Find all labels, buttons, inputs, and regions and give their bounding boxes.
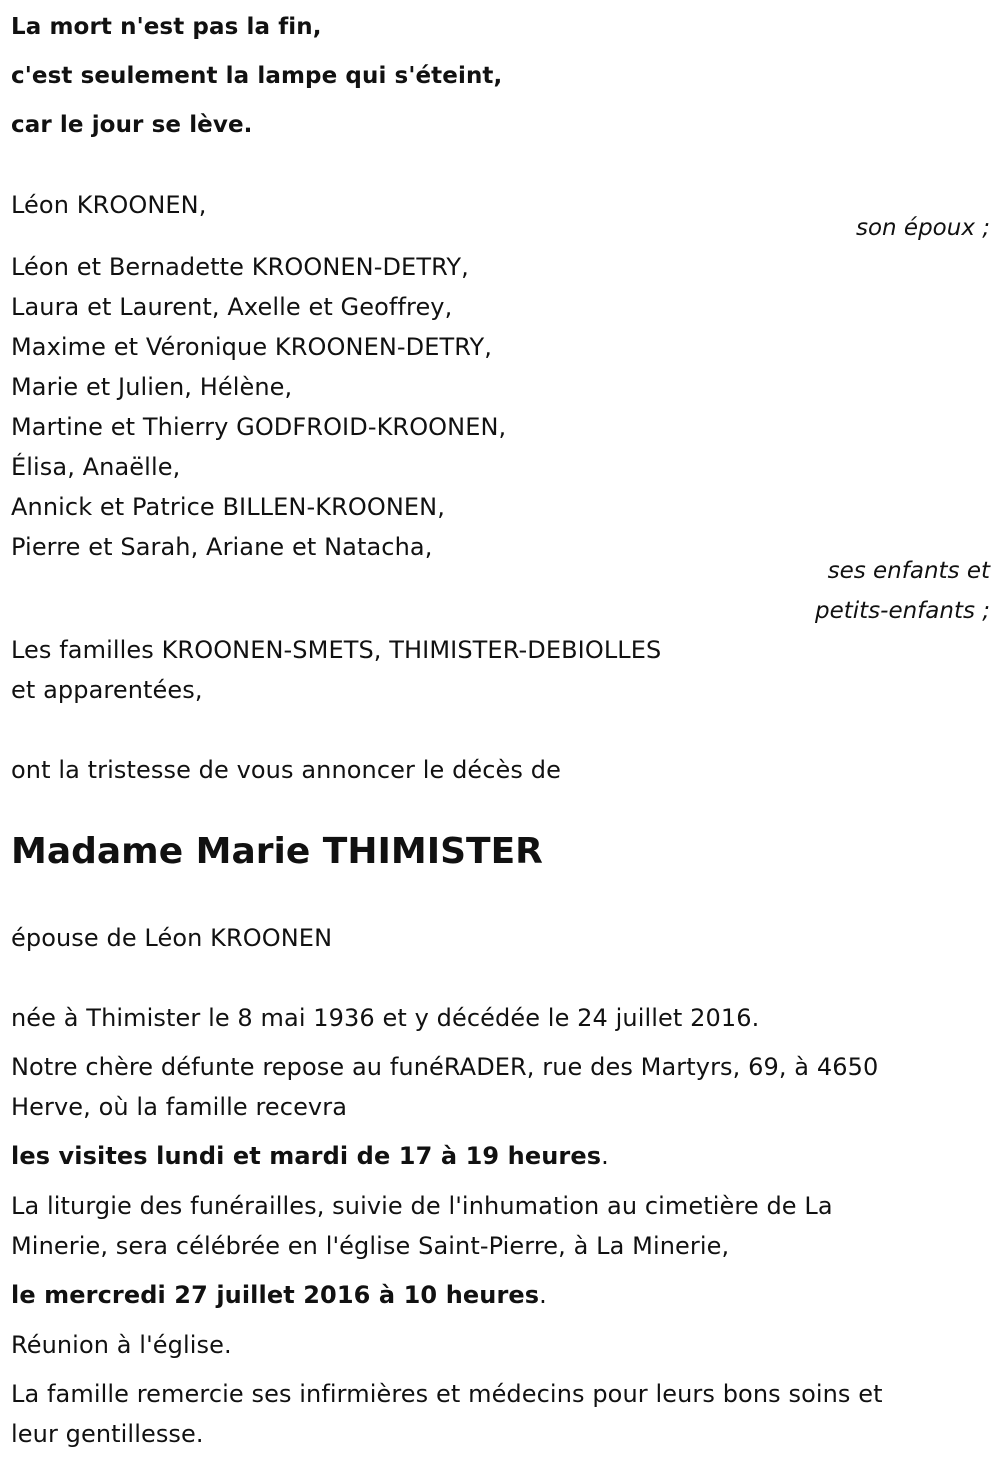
funeral-date-line [11, 1280, 547, 1310]
poem-line-1: La mort n'est pas la fin, [11, 14, 322, 40]
thanks-line-1: La famille remercie ses infirmières et médecins pour leurs bons soins et [11, 1380, 883, 1408]
children-line: Pierre et Sarah, Ariane et Natacha, [11, 533, 433, 561]
visits-period: . [601, 1142, 609, 1170]
visits-hours: les visites lundi et mardi de 17 à 19 heures [11, 1142, 602, 1170]
announcement: ont la tristesse de vous annoncer le décès de [11, 756, 561, 784]
liturgy-line-1: La liturgie des funérailles, suivie de l'inhumation au cimetière de La [11, 1192, 833, 1220]
children-line: Marie et Julien, Hélène, [11, 373, 293, 401]
children-line: Annick et Patrice BILLEN-KROONEN, [11, 493, 445, 521]
visits-line [11, 1141, 609, 1171]
spouse-name: Léon KROONEN, [11, 191, 207, 219]
rest-place-line-1: Notre chère défunte repose au funéRADER, rue des Martyrs, 69, à 4650 [11, 1053, 879, 1081]
liturgy-line-2: Minerie, sera célébrée en l'église Saint-Pierre, à La Minerie, [11, 1232, 730, 1260]
children-line: Léon et Bernadette KROONEN-DETRY, [11, 253, 469, 281]
meeting-note: Réunion à l'église. [11, 1331, 232, 1359]
children-line: Élisa, Anaëlle, [11, 453, 181, 481]
children-line: Martine et Thierry GODFROID-KROONEN, [11, 413, 507, 441]
deceased-name: Madame Marie THIMISTER [11, 831, 543, 872]
rest-place-line-2: Herve, où la famille recevra [11, 1093, 348, 1121]
children-line: Maxime et Véronique KROONEN-DETRY, [11, 333, 492, 361]
spouse-of: épouse de Léon KROONEN [11, 924, 333, 952]
spouse-role: son époux ; [855, 215, 990, 241]
funeral-date: le mercredi 27 juillet 2016 à 10 heures [11, 1281, 540, 1309]
children-line: Laura et Laurent, Axelle et Geoffrey, [11, 293, 453, 321]
poem-line-3: car le jour se lève. [11, 112, 253, 138]
families-line-1: Les familles KROONEN-SMETS, THIMISTER-DEBIOLLES [11, 636, 662, 664]
children-role-line-2: petits-enfants ; [814, 598, 990, 624]
poem-line-2: c'est seulement la lampe qui s'éteint, [11, 63, 503, 89]
born-died: née à Thimister le 8 mai 1936 et y décédée le 24 juillet 2016. [11, 1004, 760, 1032]
funeral-date-period: . [539, 1281, 547, 1309]
thanks-line-2: leur gentillesse. [11, 1420, 204, 1448]
children-role-line-1: ses enfants et [827, 558, 990, 584]
families-line-2: et apparentées, [11, 676, 203, 704]
